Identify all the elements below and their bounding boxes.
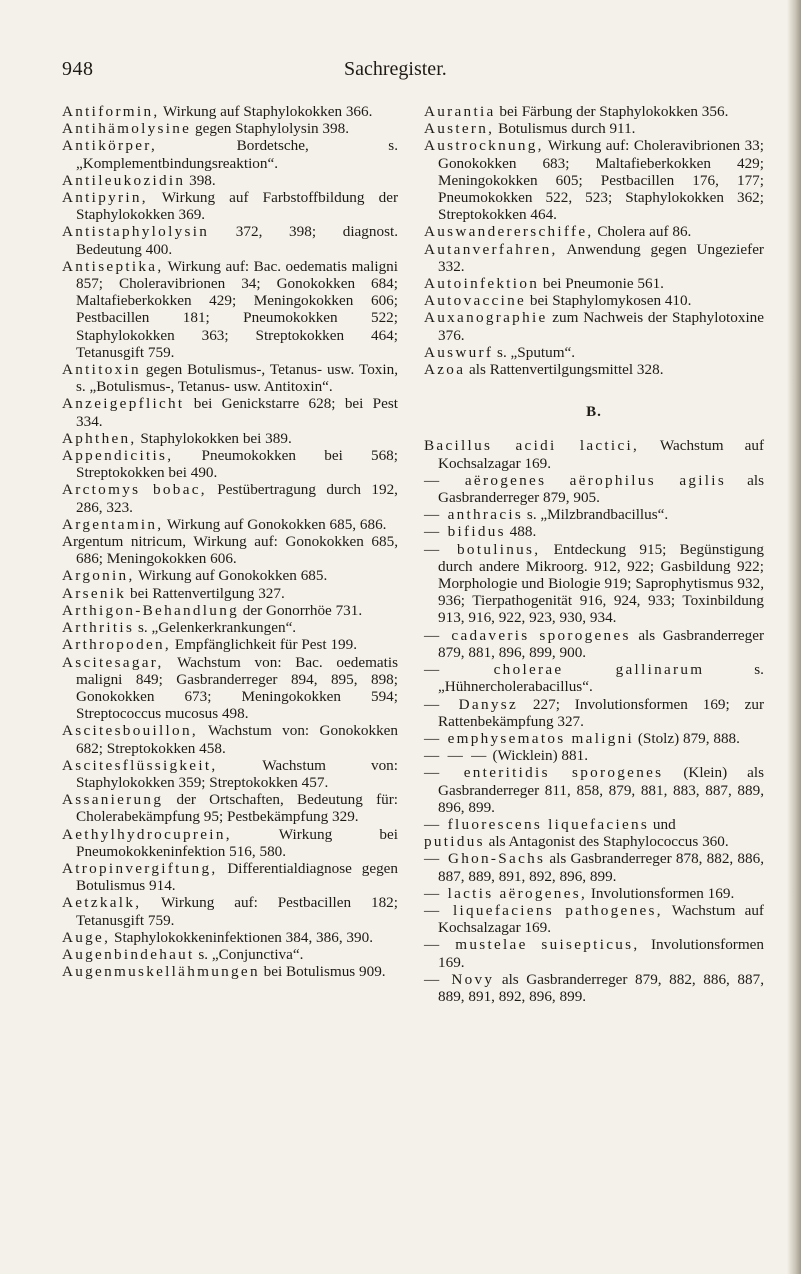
section-heading-b: B. — [586, 404, 602, 421]
index-entry-text: Pneumokokken bei 568; Streptokokken bei 490. — [76, 447, 398, 482]
index-entry — [424, 223, 764, 240]
index-term: Augenmuskellähmungen — [62, 963, 260, 981]
index-term: Austrocknung, — [424, 137, 544, 155]
index-entry-text: Wachstum auf Kochsalzagar 169. — [438, 901, 764, 937]
index-term: Argentamin, — [62, 515, 164, 533]
index-entry — [424, 696, 764, 730]
index-term: Appendicitis, — [62, 447, 174, 465]
index-entry — [424, 833, 764, 850]
index-entry — [424, 764, 764, 816]
index-entry — [62, 189, 398, 223]
index-term: Antihämolysine — [62, 120, 192, 138]
index-term: Augenbindehaut — [62, 945, 195, 963]
index-entry — [424, 523, 764, 540]
page-edge-shadow — [787, 0, 801, 1274]
index-entry — [424, 850, 764, 884]
index-entry — [62, 791, 398, 825]
index-term: Azoa — [424, 361, 466, 379]
index-entry-text: gegen Staphylolysin 398. — [191, 120, 350, 138]
index-entry — [62, 722, 398, 756]
index-entry — [424, 292, 764, 309]
index-entry — [62, 103, 398, 120]
index-entry-text: Staphylokokken bei 389. — [136, 429, 292, 447]
index-term: — bifidus — [424, 523, 506, 541]
index-entry — [424, 885, 764, 902]
index-entry-text: bei Rattenvertilgung 327. — [126, 584, 285, 602]
index-entry-text: Wachstum auf Kochsalzagar 169. — [438, 437, 764, 472]
index-term: — Ghon-Sachs — [424, 850, 546, 868]
index-entry-text: Bordetsche, s. „Komplementbindungsreaktion“. — [76, 137, 398, 172]
index-term: — liquefaciens pathogenes, — [424, 901, 663, 919]
index-term: — anthracis — [424, 506, 524, 524]
index-entry-text: Pestübertragung durch 192, 286, 323. — [76, 481, 398, 516]
index-entry-text: Wirkung auf Staphylokokken 366. — [159, 103, 373, 120]
index-entry — [424, 627, 764, 661]
index-entry — [62, 585, 398, 602]
index-term: Antitoxin — [62, 361, 141, 379]
index-entry-text: Differentialdiagnose gegen Botulismus 914. — [76, 859, 398, 895]
index-entry — [424, 661, 764, 695]
index-entry — [62, 826, 398, 860]
index-term: Arthropoden, — [62, 636, 172, 654]
index-entry-text: Wirkung auf Gonokokken 685. — [134, 567, 328, 585]
index-entry — [62, 447, 398, 481]
index-entry-text: der Gonorrhöe 731. — [239, 601, 363, 619]
index-entry-text: Wachstum von: Bac. oedematis maligni 849; Gasbranderreger 894, 895, 898; Gonokokken 673; Meningokokken 594; Streptococcus mucosus 498. — [76, 653, 398, 723]
index-section-a-continued — [424, 103, 764, 378]
index-entry-text: Wachstum von: Staphylokokken 359; Streptokokken 457. — [76, 756, 398, 791]
index-term: Antistaphylolysin — [62, 223, 210, 241]
index-entry-text: Entdeckung 915; Begünstigung durch andere Mikroorg. 912, 922; Gasbildung 922; Morphologie und Biologie 919; Saprophytismus 932, 936; Tierpathogenität 916, 924, 933; Toxinbildung 913, 916, 922, 923, 930, 934. — [438, 540, 765, 627]
index-entry — [424, 902, 764, 936]
index-entry-text: s. „Conjunctiva“. — [194, 945, 304, 963]
index-term: Ascitesagar, — [62, 653, 164, 671]
index-term: Arthritis — [62, 619, 135, 637]
index-term: — Novy — [424, 970, 495, 988]
index-entry-text: s. „Milzbrandbacillus“. — [523, 506, 669, 524]
page-number: 948 — [62, 58, 94, 80]
index-entry-text: als Gasbranderreger 879, 905. — [438, 471, 764, 507]
index-entry-text: und — [649, 815, 676, 833]
index-entry — [62, 172, 398, 189]
index-entry-text: Involutionsformen 169. — [438, 936, 764, 971]
index-entry-text: 372, 398; diagnost. Bedeutung 400. — [76, 223, 398, 258]
index-term: Ascitesbouillon, — [62, 722, 198, 740]
index-term: — — — — [424, 747, 489, 765]
index-entry — [424, 506, 764, 523]
index-entry-text: Cholera auf 86. — [593, 223, 692, 241]
index-entry-text: als Rattenvertilgungsmittel 328. — [465, 361, 664, 379]
index-term: — cadaveris sporogenes — [424, 626, 631, 644]
index-term: Aetzkalk, — [62, 894, 142, 912]
index-term: Antipyrin, — [62, 189, 148, 207]
index-entry — [424, 747, 764, 764]
index-entry-text: s. „Gelenkerkrankungen“. — [134, 619, 297, 637]
index-entry — [424, 137, 764, 223]
index-term: Argonin, — [62, 567, 135, 585]
index-term: — aërogenes aërophilus agilis — [424, 471, 727, 489]
index-entry — [424, 541, 764, 627]
index-entry — [424, 241, 764, 275]
index-entry — [62, 963, 398, 980]
index-entry — [424, 344, 764, 361]
index-entry-text: Empfänglichkeit für Pest 199. — [171, 636, 358, 654]
index-entry — [62, 757, 398, 791]
index-term: Autovaccine — [424, 292, 527, 310]
index-entry-text: bei Botulismus 909. — [259, 963, 386, 981]
index-entry-text: Wachstum von: Gonokokken 682; Streptokokken 458. — [76, 722, 398, 757]
index-entry-text: Wirkung auf: Choleravibrionen 33; Gonokokken 683; Maltafieberkokken 429; Meningokokken 605; Pestbacillen 176, 177; Pneumokokken 522, 523; Staphylokokken 362; Streptokokken 464. — [438, 137, 764, 224]
index-entry-text: (Stolz) 879, 888. — [634, 729, 740, 747]
index-entry-text: s. „Sputum“. — [493, 343, 576, 361]
index-term: Auswandererschiffe, — [424, 223, 594, 241]
index-entry — [62, 223, 398, 257]
index-entry-text: s. „Hühnercholerabacillus“. — [438, 661, 764, 696]
index-entry-text: Anwendung gegen Ungeziefer 332. — [438, 240, 764, 275]
index-entry-text: als Antagonist des Staphylococcus 360. — [484, 833, 729, 851]
index-entry-text: (Wicklein) 881. — [488, 747, 588, 765]
index-entry — [424, 275, 764, 292]
index-entry-text: Wirkung auf: Bac. oedematis maligni 857; Choleravibrionen 34; Gonokokken 684; Maltafieberkokken 429; Meningokokken 606; Pestbacillen 181; Pneumokokken 522; Staphylokokken 363; Streptokokken 464; Tetanusgift 759. — [76, 257, 398, 361]
index-entry — [424, 309, 764, 343]
index-entry-text: Wirkung bei Pneumokokkeninfektion 516, 580. — [76, 825, 398, 860]
index-term: Arsenik — [62, 584, 127, 602]
index-entry-text: Wirkung auf Farbstoffbildung der Staphylokokken 369. — [76, 189, 398, 224]
index-entry — [62, 929, 398, 946]
index-entry-text: als Gasbranderreger 879, 882, 886, 887, 889, 891, 892, 896, 899. — [438, 970, 764, 1005]
index-entry — [424, 437, 764, 471]
index-term: — botulinus, — [424, 540, 541, 558]
index-term: Antikörper, — [62, 137, 158, 155]
index-entry-text: bei Genickstarre 628; bei Pest 334. — [76, 395, 398, 430]
index-entry-text: Staphylokokkeninfektionen 384, 386, 390. — [110, 928, 374, 946]
index-entry — [62, 516, 398, 533]
index-term: Auge, — [62, 928, 111, 946]
index-entry-text: Involutionsformen 169. — [587, 884, 735, 902]
index-term: putidus — [424, 833, 485, 851]
index-entry-text: bei Staphylomykosen 410. — [526, 292, 692, 310]
index-term: — lactis aërogenes, — [424, 884, 588, 902]
index-entry — [62, 860, 398, 894]
index-section-b — [424, 437, 764, 1005]
index-term: Austern, — [424, 120, 495, 138]
index-entry-text: bei Färbung der Staphylokokken 356. — [495, 103, 729, 120]
index-term: — cholerae gallinarum — [424, 661, 705, 679]
index-entry — [424, 472, 764, 506]
index-term: Autanverfahren, — [424, 240, 558, 258]
index-term: Anzeigepflicht — [62, 395, 185, 413]
index-term: Ascitesflüssigkeit, — [62, 756, 218, 774]
index-entry — [424, 361, 764, 378]
index-entry — [424, 120, 764, 137]
index-term: Arctomys bobac, — [62, 481, 207, 499]
index-entry-text: als Gasbranderreger 878, 882, 886, 887, 889, 891, 892, 896, 899. — [438, 850, 765, 885]
index-entry — [62, 567, 398, 584]
index-entry-text: gegen Botulismus-, Tetanus- usw. Toxin, s. „Botulismus-, Tetanus- usw. Antitoxin“. — [76, 361, 398, 396]
index-entry — [62, 361, 398, 395]
index-term: Antileukozidin — [62, 171, 186, 189]
index-entry-text: 227; Involutionsformen 169; zur Rattenbekämpfung 327. — [438, 695, 764, 730]
index-term: Bacillus acidi lactici, — [424, 437, 640, 455]
index-column-right — [424, 103, 764, 1005]
index-entry — [424, 971, 764, 1005]
index-entry-text: Wirkung auf: Pestbacillen 182; Tetanusgift 759. — [76, 894, 398, 929]
index-entry — [62, 946, 398, 963]
index-term: Atropinvergiftung, — [62, 859, 218, 877]
index-entry — [424, 816, 764, 833]
index-entry — [62, 137, 398, 171]
index-entry — [62, 636, 398, 653]
index-term: — Danysz — [424, 695, 519, 713]
index-entry-text: zum Nachweis der Staphylotoxine 376. — [438, 309, 764, 344]
index-term: — emphysematos maligni — [424, 729, 635, 747]
index-entry — [62, 258, 398, 361]
index-term: Arthigon-Behandlung — [62, 601, 239, 619]
index-entry — [424, 730, 764, 747]
index-entry — [62, 120, 398, 137]
index-term: Auswurf — [424, 343, 494, 361]
index-entry-text: (Klein) als Gasbranderreger 811, 858, 879, 881, 883, 887, 889, 896, 899. — [438, 764, 764, 816]
index-entry — [424, 936, 764, 970]
index-entry-text: 398. — [185, 171, 216, 189]
index-entry-text: 488. — [505, 523, 537, 541]
index-term: Aurantia — [424, 103, 496, 120]
index-entry — [62, 619, 398, 636]
index-entry-text: bei Pneumonie 561. — [539, 275, 664, 293]
page-header — [0, 58, 801, 88]
running-title: Sachregister. — [344, 58, 447, 80]
index-term: Antiformin, — [62, 103, 160, 120]
index-entry — [62, 533, 398, 567]
index-term: Aphthen, — [62, 429, 137, 447]
index-entry-text: der Ortschaften, Bedeutung für: Cholerabekämpfung 95; Pestbekämpfung 329. — [76, 791, 398, 826]
index-term: — fluorescens liquefaciens — [424, 815, 650, 833]
index-term: — enteritidis sporogenes — [424, 764, 664, 782]
index-entry — [62, 430, 398, 447]
index-term: Antiseptika, — [62, 257, 164, 275]
index-entry — [62, 481, 398, 515]
index-entry — [424, 103, 764, 120]
index-entry — [62, 894, 398, 928]
index-entry-text: Botulismus durch 911. — [494, 120, 636, 138]
index-entry — [62, 654, 398, 723]
index-term: Auxanographie — [424, 309, 548, 327]
index-term: — mustelae suisepticus, — [424, 936, 640, 954]
index-entry-text: Wirkung auf Gonokokken 685, 686. — [163, 515, 387, 533]
index-term: Aethylhydrocuprein, — [62, 825, 232, 843]
index-entry — [62, 395, 398, 429]
index-column-left — [62, 103, 398, 980]
index-entry-text: Argentum nitricum, Wirkung auf: Gonokokken 685, 686; Meningokokken 606. — [62, 533, 398, 568]
index-term: Assanierung — [62, 791, 164, 809]
index-entry — [62, 602, 398, 619]
index-term: Autoinfektion — [424, 275, 540, 293]
index-entry-text: als Gasbranderreger 879, 881, 896, 899, 900. — [438, 626, 764, 661]
